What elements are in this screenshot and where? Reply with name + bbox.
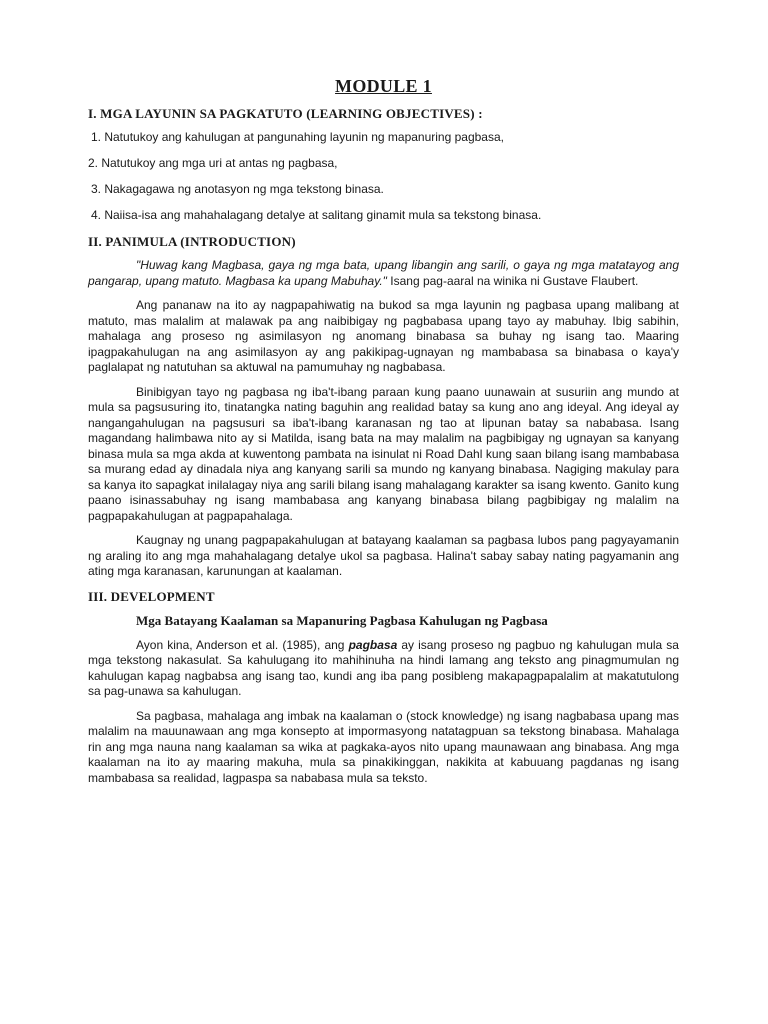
- objective-item-4: 4. Naiisa-isa ang mahahalagang detalye at salitang ginamit mula sa tekstong binasa.: [91, 208, 542, 222]
- development-heading: III. DEVELOPMENT: [88, 588, 215, 604]
- module-title: MODULE 1: [335, 76, 432, 96]
- intro-paragraph-1: [88, 258, 679, 289]
- intro-paragraph-2: Ang pananaw na ito ay nagpapahiwatig na bukod sa mga layunin ng pagbasa upang malibang at matuto, mas malalim at malawak pa ang naibibigay ng pagbabasa upang tayo ay mabuhay. Ibig sabihin, mahalaga ang proseso ng asimilasyon ng anomang binabasa sa buhay ng isang tao. Maaring ipagpakahulugan na ang asimilasyon ay ang pakikipag-ugnayan ng mambabasa sa binabasa o kaya'y paglalapat ng natutuhan sa aktuwal na pamumuhay ng nagbabasa.: [88, 298, 679, 374]
- objective-item-1: 1. Natutukoy ang kahulugan at pangunahing layunin ng mapanuring pagbasa,: [91, 130, 504, 144]
- introduction-heading: II. PANIMULA (INTRODUCTION): [88, 234, 296, 249]
- dev-p1-lead: Ayon kina, Anderson et al. (1985), ang: [136, 637, 349, 652]
- intro-paragraph-4: Kaugnay ng unang pagpapakahulugan at batayang kaalaman sa pagbasa lubos pang pagyayamanin ng araling ito ang mga mahahalagang detalye ukol sa pagbasa. Halina't sabay sabay nating pagyamanin ang ating mga karanasan, karunungan at kaalaman.: [88, 533, 679, 578]
- objective-item-2: 2. Natutukoy ang mga uri at antas ng pagbasa,: [88, 156, 338, 170]
- intro-paragraph-3: Binibigyan tayo ng pagbasa ng iba't-ibang paraan kung paano uunawain at susuriin ang mundo at mula sa pagsusuring ito, tinatangka nating baguhin ang realidad batay sa kung ano ang ideyal. Ang ideyal ay nangangahulugan na pagsusuri sa iba't-ibang karanasan ng tao at lipunan batay sa nababasa. Isang magandang halimbawa nito ay si Matilda, isang bata na may malalim na pagbibigay ng ugnayan sa kanyang binasa mula sa mga akda at kuwentong pambata na isinulat ni Road Dahl kung saan bilang isang mambabasa sa murang edad ay dinadala niya ang kanyang sarili sa mundo ng kanyang binabasa. Nagiging makulay para sa kanya ito sapagkat inilalagay niya ang sarili bilang isang mahalagang karakter sa isang kwento. Ganito kung paano isinassabuhay ng isang mambabasa ang kanyang binabasa bilang pagbibigay ng malalim na pagpapakahulugan at pagpapahalaga.: [88, 384, 679, 523]
- development-subheading: Mga Batayang Kaalaman sa Mapanuring Pagbasa Kahulugan ng Pagbasa: [136, 612, 548, 628]
- quote-attribution: Isang pag-aaral na winika ni Gustave Flaubert.: [386, 273, 639, 288]
- dev-p1-rest: ay isang proseso ng pagbuo ng kahulugan mula sa mga tekstong nakasulat. Sa kahulugang ito mahihinuha na hindi lamang ang teksto ang pinagmumulan ng kahulugan kapag nagbabsa ang isang tao, kundi ang iba pang posibleng makapagpapalalim at makatutulong sa pag-unawa sa kahulugan.: [88, 637, 679, 698]
- flaubert-quote: "Huwag kang Magbasa, gaya ng mga bata, upang libangin ang sarili, o gaya ng mga matatayog ang pangarap, upang matuto. Magbasa ka upang Mabuhay.": [88, 258, 679, 288]
- document-page: [88, 76, 679, 795]
- pagbasa-term: pagbasa: [348, 637, 398, 652]
- objectives-heading: I. MGA LAYUNIN SA PAGKATUTO (LEARNING OBJECTIVES) :: [88, 106, 483, 121]
- objective-item-3: 3. Nakagagawa ng anotasyon ng mga tekstong binasa.: [91, 182, 384, 196]
- development-paragraph-1: [88, 638, 679, 700]
- development-paragraph-2: Sa pagbasa, mahalaga ang imbak na kaalaman o (stock knowledge) ng isang nagbabasa upang mas malalim na mauunawaan ang mga konsepto at impormasyong natatagpuan sa tekstong binabasa. Mahalaga rin ang mga nauna nang kaalaman sa wika at pagkaka-ayos nito upang maunawaan ang binabasa. Ang mga kaalaman na ito ay maaring makuha, mula sa pinakikinggan, nakikita at kabuuang pagdanas ng isang mambabasa sa realidad, lagpaspa sa nababasa mula sa teksto.: [88, 708, 679, 785]
